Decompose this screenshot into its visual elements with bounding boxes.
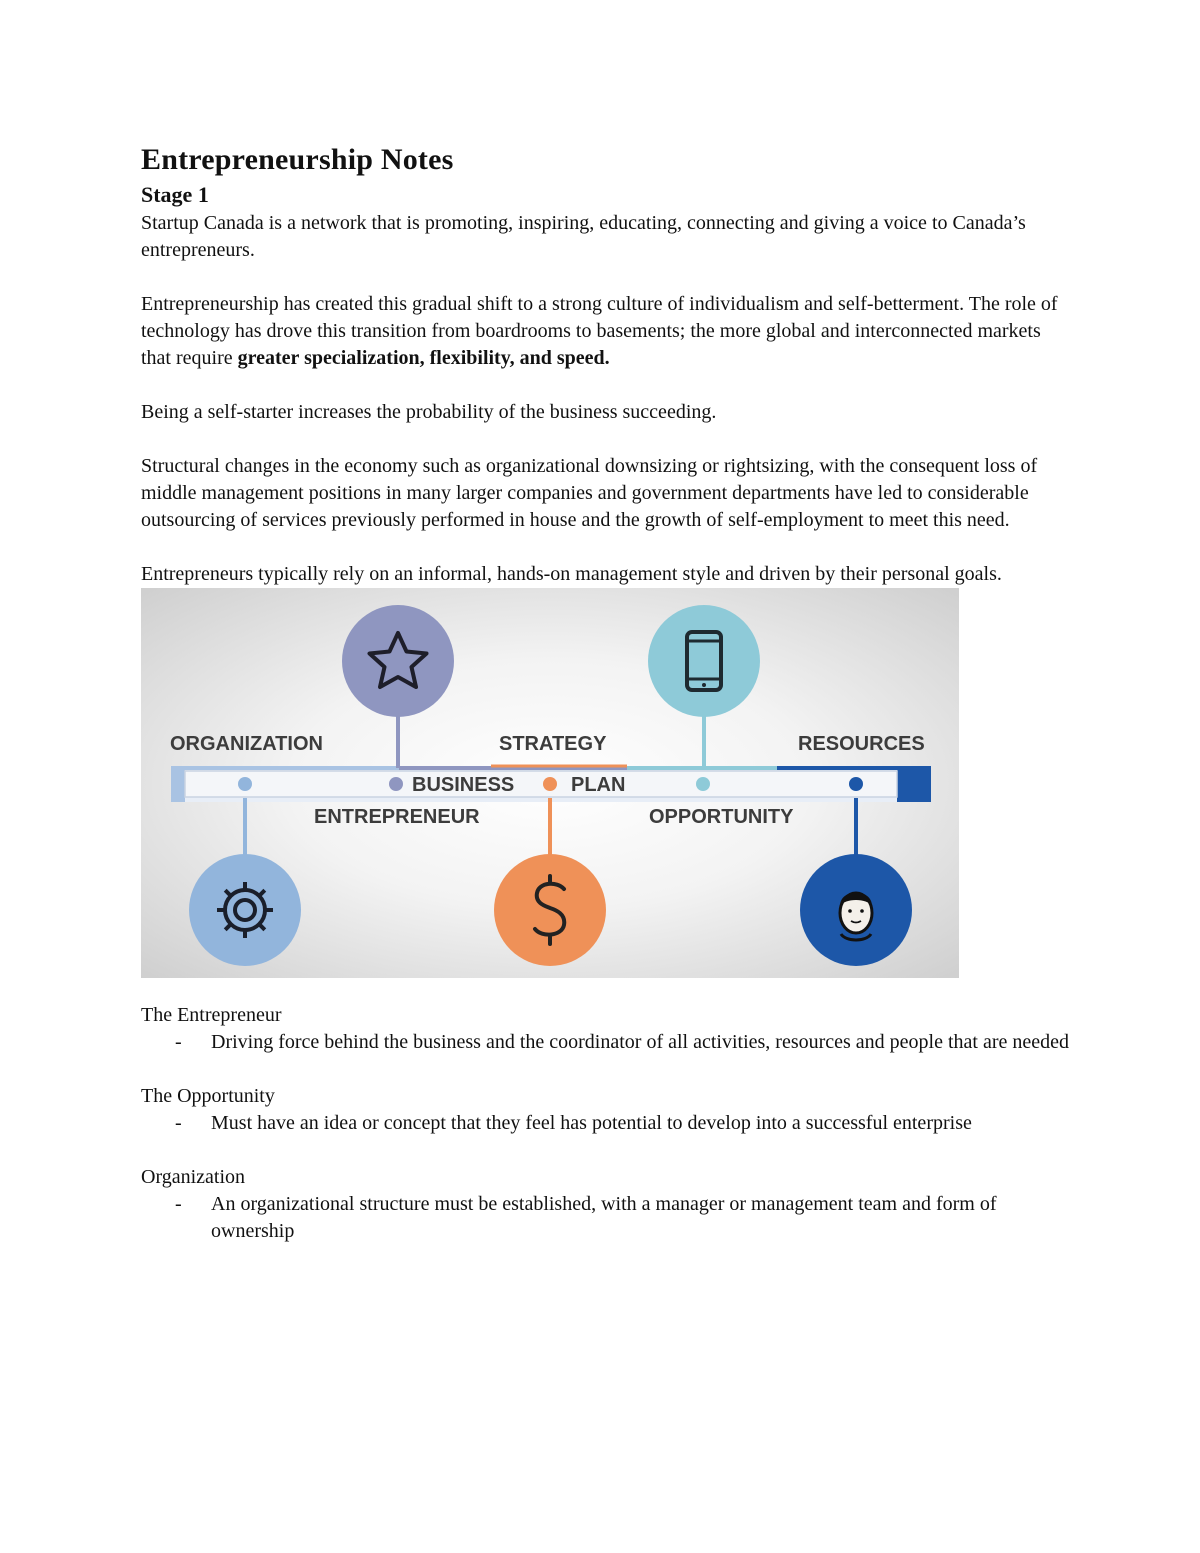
paragraph-text: Entrepreneurship has created this gradual shift to a strong culture of individualism and self-betterment. The role of technology has drove this transition from boardrooms to basements; the more global and interconnected markets that require: [141, 293, 1058, 369]
label-plan: PLAN: [571, 774, 626, 796]
stage-heading: Stage 1: [141, 182, 209, 207]
section-heading: Organization: [141, 1166, 246, 1188]
section-heading: The Entrepreneur: [141, 1004, 282, 1026]
diagram-svg: [141, 588, 959, 978]
list-item: [141, 1029, 1071, 1056]
page-title: Entrepreneurship Notes: [141, 143, 454, 176]
list-item-text: Must have an idea or concept that they feel has potential to develop into a successful enterprise: [211, 1112, 972, 1134]
dash-bullet: -: [175, 1193, 182, 1215]
list-item: [141, 1191, 1071, 1245]
business-plan-diagram: [141, 588, 959, 978]
bold-emphasis: greater specialization, flexibility, and speed.: [237, 347, 610, 369]
dollar-icon: [494, 854, 606, 966]
dash-bullet: -: [175, 1112, 182, 1134]
person-icon: [800, 854, 912, 966]
star-icon: [342, 605, 454, 717]
dot-business: [389, 777, 403, 791]
timeline-inner: [185, 771, 897, 797]
label-business: BUSINESS: [412, 774, 515, 796]
dot-opportunity: [696, 777, 710, 791]
section-organization: [141, 1164, 1071, 1245]
label-resources: RESOURCES: [798, 733, 925, 755]
list-item: [141, 1110, 1071, 1137]
list-item-text: An organizational structure must be established, with a manager or management team and form of ownership: [211, 1193, 997, 1242]
paragraph-startup-canada: Startup Canada is a network that is promoting, inspiring, educating, connecting and giving a voice to Canada’s entrepreneurs.: [141, 212, 1026, 261]
label-opportunity: OPPORTUNITY: [649, 806, 794, 828]
gear-icon: [189, 854, 301, 966]
dash-bullet: -: [175, 1031, 182, 1053]
bullet-list: [141, 1029, 1071, 1056]
section-entrepreneur: [141, 1002, 1071, 1056]
paragraph-structural-changes: Structural changes in the economy such as organizational downsizing or rightsizing, with the consequent loss of middle management positions in many larger companies and government departments have led to considerable outsourcing of services previously performed in house and the growth of self-employment to meet this need.: [141, 455, 1038, 531]
paragraph-self-starter: Being a self-starter increases the probability of the business succeeding.: [141, 401, 717, 423]
bullet-list: [141, 1191, 1071, 1245]
document-page: [141, 140, 1071, 1272]
timeline-bar-right-cap: [897, 766, 931, 802]
paragraph-management-style: Entrepreneurs typically rely on an informal, hands-on management style and driven by their personal goals.: [141, 563, 1002, 585]
dot-resources: [849, 777, 863, 791]
dot-plan: [543, 777, 557, 791]
label-strategy: STRATEGY: [499, 733, 607, 755]
paragraph-individualism: [141, 291, 1071, 372]
label-entrepreneur: ENTREPRENEUR: [314, 806, 480, 828]
label-organization: ORGANIZATION: [170, 733, 323, 755]
smartphone-icon: [648, 605, 760, 717]
timeline-bar-left-cap: [171, 766, 185, 802]
list-item-text: Driving force behind the business and the coordinator of all activities, resources and people that are needed: [211, 1031, 1070, 1053]
bullet-list: [141, 1110, 1071, 1137]
section-heading: The Opportunity: [141, 1085, 275, 1107]
section-opportunity: [141, 1083, 1071, 1137]
dot-organization: [238, 777, 252, 791]
